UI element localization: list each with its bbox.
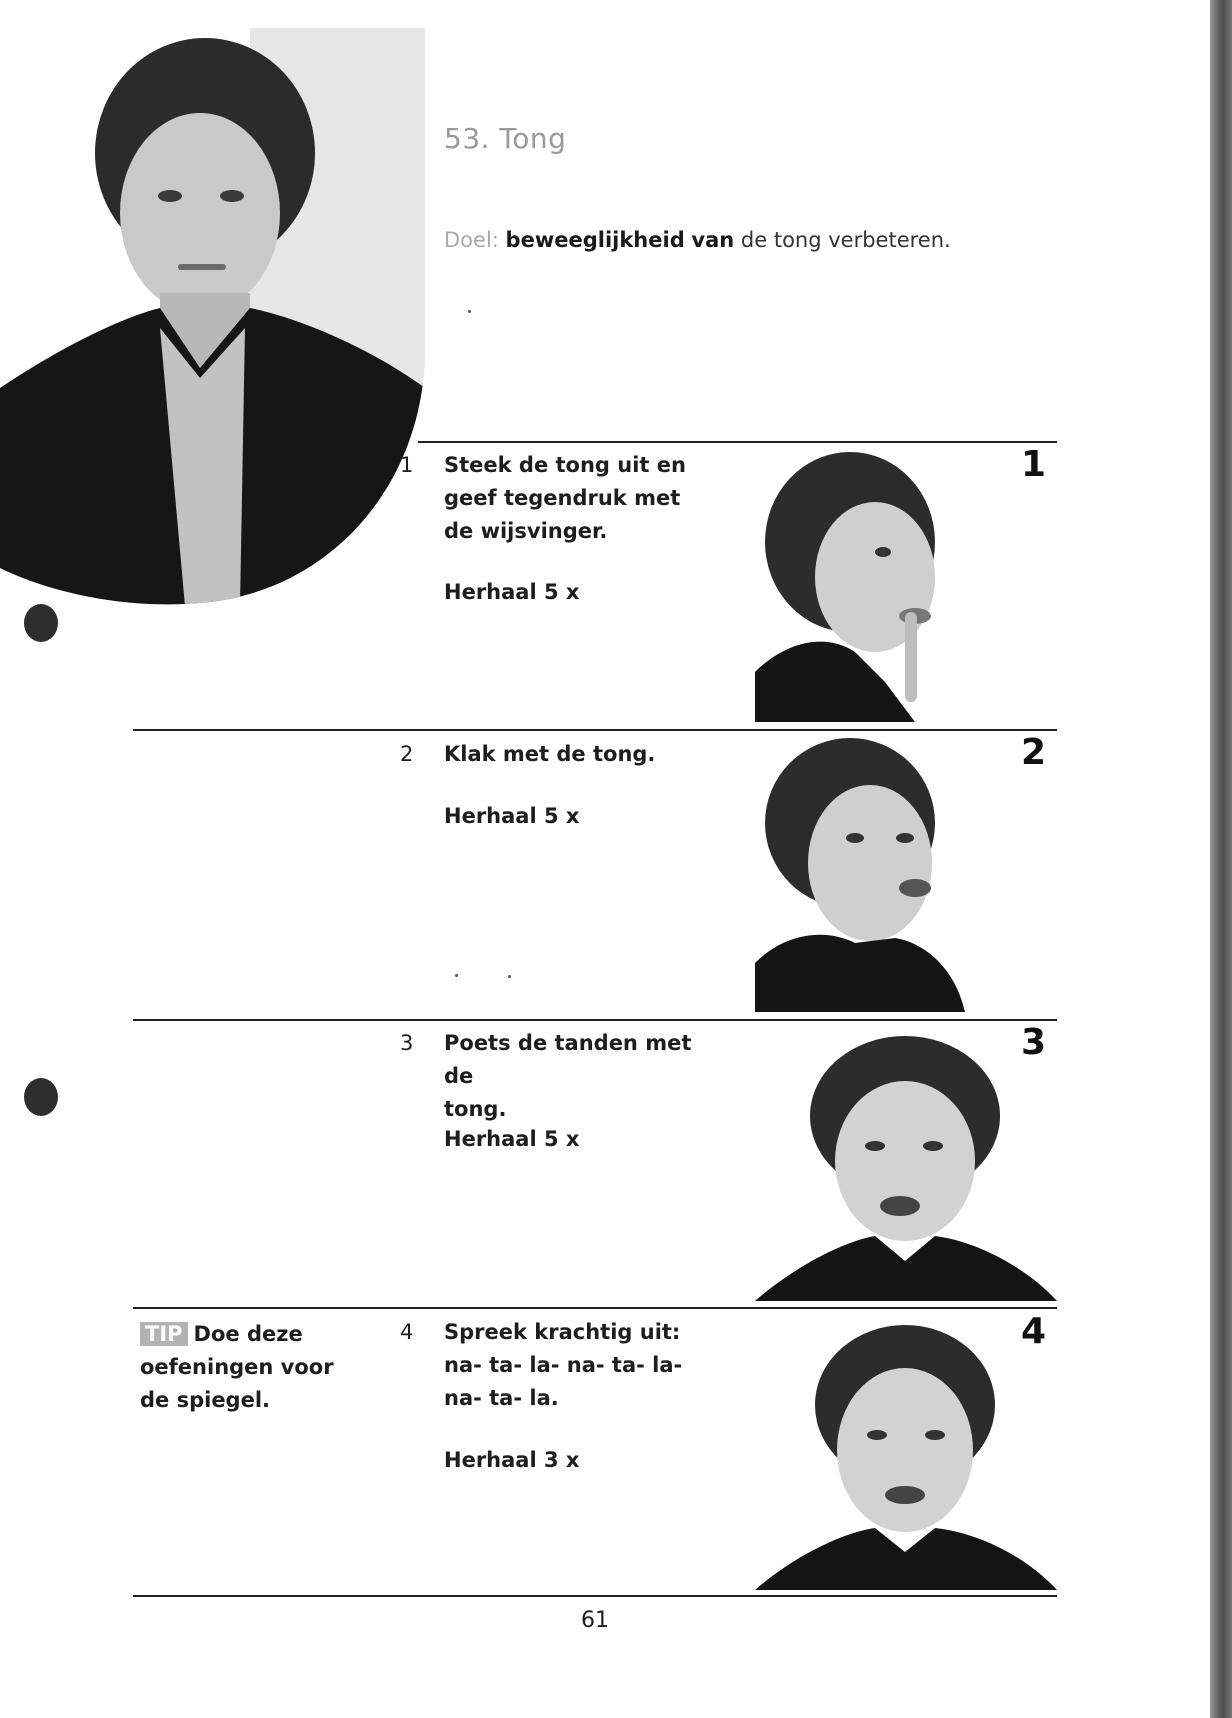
woman-clicking-tongue-photo xyxy=(755,738,965,1012)
step-1-number: 1 xyxy=(400,453,414,477)
scan-edge-strip xyxy=(1210,0,1232,1718)
section-rule-4 xyxy=(133,1307,1057,1309)
section-rule-5 xyxy=(133,1595,1057,1597)
goal-label: Doel: xyxy=(444,228,499,252)
step-1-line-1: Steek de tong uit en xyxy=(444,453,686,477)
step-1-line-3: de wijsvinger. xyxy=(444,519,608,543)
step-4-number: 4 xyxy=(400,1320,414,1344)
step-2-text xyxy=(400,738,722,771)
step-3-number: 3 xyxy=(400,1031,414,1055)
scan-speck xyxy=(468,310,471,313)
section-rule-3 xyxy=(133,1019,1057,1021)
step-3-line-2: tong. xyxy=(444,1097,507,1121)
woman-speaking-photo xyxy=(755,1320,1057,1590)
tip-badge: TIP xyxy=(140,1322,188,1346)
section-rule-1 xyxy=(418,441,1057,443)
page-number: 61 xyxy=(581,1608,609,1633)
goal-bold-1: beweeglijkheid xyxy=(505,228,685,252)
step-2-big-number: 2 xyxy=(1020,732,1046,773)
scan-speck xyxy=(455,974,458,977)
punch-hole-top xyxy=(24,604,58,642)
step-1-repeat: Herhaal 5 x xyxy=(444,580,580,604)
goal-bold-2: van xyxy=(691,228,735,252)
step-1-text xyxy=(400,449,722,548)
woman-tongue-out-finger-photo xyxy=(755,452,985,722)
step-4-line-1: Spreek krachtig uit: xyxy=(444,1320,681,1344)
step-1-line-2: geef tegendruk met xyxy=(444,486,681,510)
goal-rest: de tong verbeteren. xyxy=(740,228,951,252)
tip-line-1: Doe deze xyxy=(193,1322,303,1346)
woman-tongue-teeth-photo xyxy=(755,1036,1057,1301)
scan-speck xyxy=(508,975,511,978)
step-2-number: 2 xyxy=(400,742,414,766)
step-1-big-number: 1 xyxy=(1020,444,1046,485)
step-4-line-2: na- ta- la- na- ta- la- xyxy=(444,1353,683,1377)
step-4-repeat: Herhaal 3 x xyxy=(444,1448,580,1472)
step-3-line-1: Poets de tanden met de xyxy=(444,1031,692,1088)
step-2-repeat: Herhaal 5 x xyxy=(444,804,580,828)
exercise-title: 53. Tong xyxy=(444,122,567,155)
step-2-line-1: Klak met de tong. xyxy=(444,742,656,766)
exercise-goal xyxy=(444,228,951,252)
step-3-repeat: Herhaal 5 x xyxy=(444,1127,580,1151)
step-4-line-3: na- ta- la. xyxy=(444,1386,559,1410)
tip-box xyxy=(140,1318,360,1417)
step-3-big-number: 3 xyxy=(1020,1022,1046,1063)
step-4-big-number: 4 xyxy=(1020,1311,1046,1352)
tip-line-3: de spiegel. xyxy=(140,1388,271,1412)
portrait-woman-photo xyxy=(0,28,425,606)
step-3-text xyxy=(400,1027,722,1126)
tip-line-2: oefeningen voor xyxy=(140,1355,334,1379)
step-4-text xyxy=(400,1316,722,1415)
section-rule-2 xyxy=(133,729,1057,731)
punch-hole-bottom xyxy=(24,1078,58,1116)
